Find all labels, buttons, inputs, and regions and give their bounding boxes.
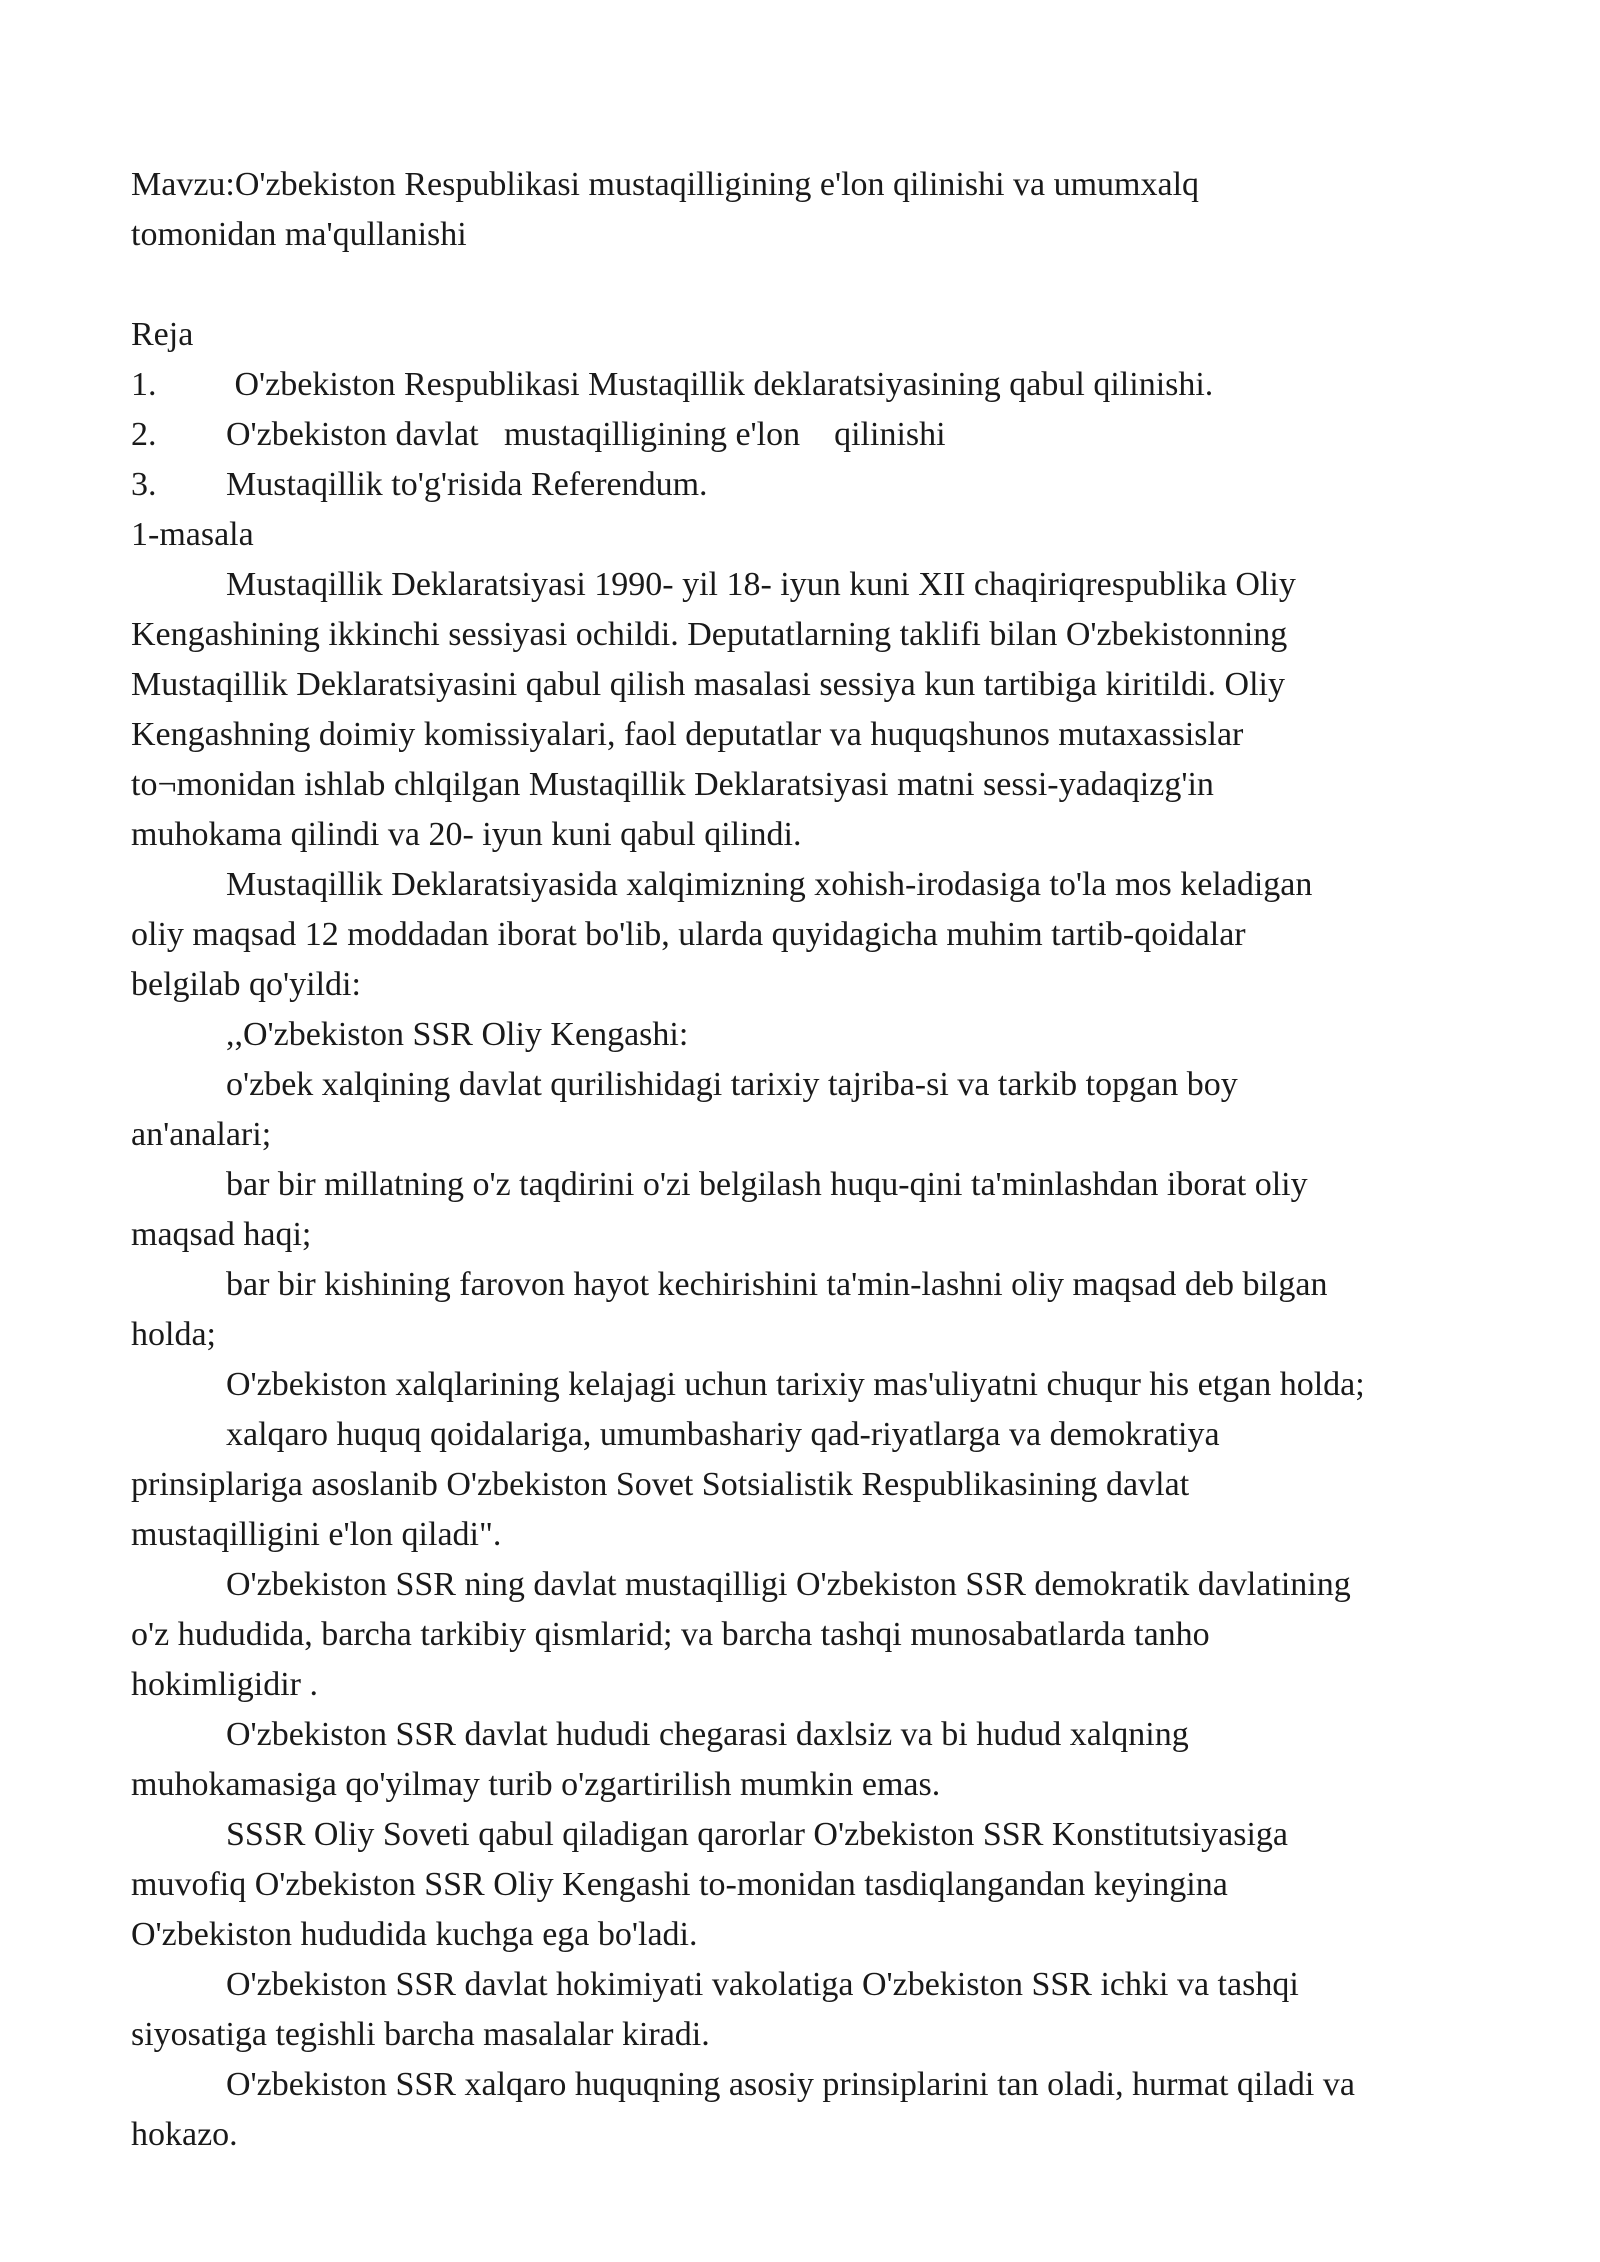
document-page	[131, 160, 1511, 2160]
plan-item-number: 2.	[131, 416, 157, 453]
paragraph-line: O'zbekiston hududida kuchga ega bo'ladi.	[131, 1916, 698, 1953]
document-title	[131, 160, 1511, 260]
plan-item-number: 1.	[131, 366, 157, 403]
paragraph-line: Mustaqillik Deklaratsiyasida xalqimizning xohish-irodasiga to'la mos keladigan	[226, 866, 1313, 903]
paragraph-line: bar bir kishining farovon hayot kechirishini ta'min-lashni oliy maqsad deb bilgan	[226, 1266, 1328, 1303]
plan-item-text: O'zbekiston Respublikasi Mustaqillik deklaratsiyasining qabul qilinishi.	[226, 366, 1214, 403]
paragraph	[131, 1710, 1511, 1810]
plan-list	[131, 360, 1511, 510]
plan-item	[131, 460, 1511, 510]
paragraph-line: o'z hududida, barcha tarkibiy qismlarid; va barcha tashqi munosabatlarda tanho	[131, 1616, 1210, 1653]
paragraph-line: an'analari;	[131, 1116, 272, 1153]
paragraph-line: to¬monidan ishlab chlqilgan Mustaqillik Deklaratsiyasi matni sessi-yadaqizg'in	[131, 766, 1214, 803]
paragraph-line: o'zbek xalqining davlat qurilishidagi tarixiy tajriba-si va tarkib topgan boy	[226, 1066, 1238, 1103]
paragraph-line: hokazo.	[131, 2116, 238, 2153]
paragraph	[131, 1560, 1511, 1710]
paragraph-line: Kengashining ikkinchi sessiyasi ochildi. Deputatlarning taklifi bilan O'zbekistonning	[131, 616, 1288, 653]
plan-item-text: O'zbekiston davlat mustaqilligining e'lon qilinishi	[226, 416, 946, 453]
paragraph-line: Mustaqillik Deklaratsiyasi 1990- yil 18- iyun kuni XII chaqiriqrespublika Oliy	[226, 566, 1296, 603]
body-text	[131, 560, 1511, 2160]
spacer	[131, 260, 1511, 310]
paragraph-line: siyosatiga tegishli barcha masalalar kiradi.	[131, 2016, 710, 2053]
paragraph-line: oliy maqsad 12 moddadan iborat bo'lib, ularda quyidagicha muhim tartib-qoidalar	[131, 916, 1246, 953]
paragraph-line: O'zbekiston SSR davlat hokimiyati vakolatiga O'zbekiston SSR ichki va tashqi	[226, 1966, 1299, 2003]
title-line: tomonidan ma'qullanishi	[131, 216, 467, 253]
paragraph-line: holda;	[131, 1316, 216, 1353]
paragraph-line: muhokama qilindi va 20- iyun kuni qabul qilindi.	[131, 816, 802, 853]
paragraph-line: O'zbekiston SSR xalqaro huquqning asosiy prinsiplarini tan oladi, hurmat qiladi va	[226, 2066, 1355, 2103]
paragraph-line: maqsad haqi;	[131, 1216, 312, 1253]
paragraph	[131, 860, 1511, 1010]
paragraph	[131, 1010, 1511, 1060]
plan-heading: Reja	[131, 316, 194, 353]
paragraph	[131, 1260, 1511, 1360]
paragraph	[131, 1410, 1511, 1560]
paragraph-line: prinsiplariga asoslanib O'zbekiston Sovet Sotsialistik Respublikasining davlat	[131, 1466, 1190, 1503]
paragraph-line: muvofiq O'zbekiston SSR Oliy Kengashi to-monidan tasdiqlangandan keyingina	[131, 1866, 1228, 1903]
paragraph-line: ,,O'zbekiston SSR Oliy Kengashi:	[226, 1016, 689, 1053]
plan-item-text: Mustaqillik to'g'risida Referendum.	[226, 466, 708, 503]
paragraph-line: O'zbekiston SSR davlat hududi chegarasi daxlsiz va bi hudud xalqning	[226, 1716, 1189, 1753]
title-line: Mavzu:O'zbekiston Respublikasi mustaqilligining e'lon qilinishi va umumxalq	[131, 166, 1200, 203]
paragraph-line: belgilab qo'yildi:	[131, 966, 361, 1003]
paragraph-line: muhokamasiga qo'yilmay turib o'zgartirilish mumkin emas.	[131, 1766, 941, 1803]
paragraph	[131, 1060, 1511, 1160]
paragraph	[131, 1810, 1511, 1960]
paragraph-line: Mustaqillik Deklaratsiyasini qabul qilish masalasi sessiya kun tartibiga kiritildi. Oliy	[131, 666, 1285, 703]
paragraph	[131, 2060, 1511, 2160]
plan-item	[131, 360, 1511, 410]
paragraph-line: O'zbekiston SSR ning davlat mustaqilligi O'zbekiston SSR demokratik davlatining	[226, 1566, 1351, 1603]
paragraph-line: SSSR Oliy Soveti qabul qiladigan qarorlar O'zbekiston SSR Konstitutsiyasiga	[226, 1816, 1288, 1853]
paragraph-line: hokimligidir .	[131, 1666, 318, 1703]
paragraph	[131, 1160, 1511, 1260]
paragraph	[131, 1360, 1511, 1410]
paragraph	[131, 560, 1511, 860]
section-heading: 1-masala	[131, 516, 254, 553]
plan-item-number: 3.	[131, 466, 157, 503]
paragraph-line: xalqaro huquq qoidalariga, umumbashariy qad-riyatlarga va demokratiya	[226, 1416, 1220, 1453]
plan-item	[131, 410, 1511, 460]
paragraph	[131, 1960, 1511, 2060]
paragraph-line: mustaqilligini e'lon qiladi".	[131, 1516, 502, 1553]
paragraph-line: Kengashning doimiy komissiyalari, faol deputatlar va huquqshunos mutaxassislar	[131, 716, 1244, 753]
paragraph-line: bar bir millatning o'z taqdirini o'zi belgilash huqu-qini ta'minlashdan iborat oliy	[226, 1166, 1308, 1203]
paragraph-line: O'zbekiston xalqlarining kelajagi uchun tarixiy mas'uliyatni chuqur his etgan holda;	[226, 1366, 1365, 1403]
